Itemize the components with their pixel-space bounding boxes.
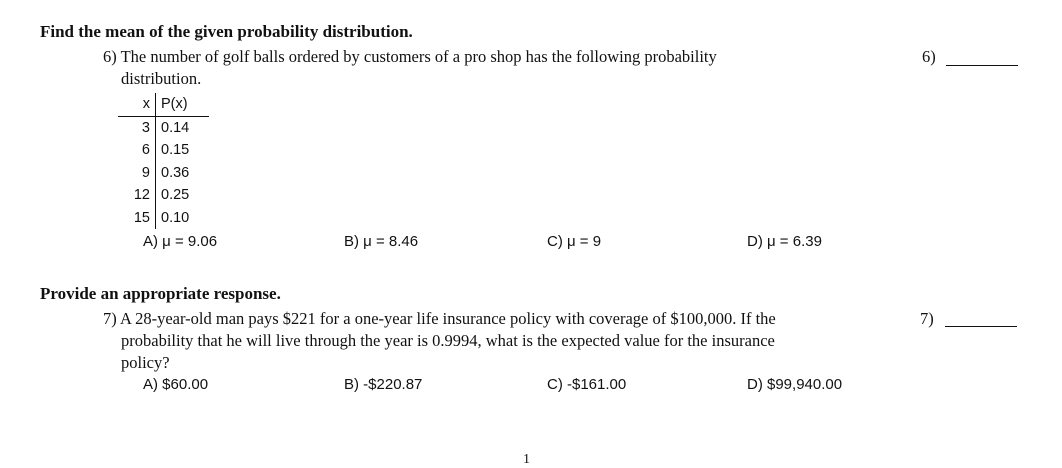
table-header-row (118, 93, 209, 116)
question-7-text-line2: probability that he will live through the year is 0.9994, what is the expected value for the insurance (121, 331, 775, 350)
question-6-text-line2: distribution. (121, 69, 202, 88)
choice-7a[interactable]: A) $60.00 (143, 376, 209, 393)
choice-6b[interactable]: B) μ = 8.46 (344, 233, 419, 250)
cell-p: 0.25 (161, 187, 190, 204)
cell-p: 0.15 (161, 142, 190, 159)
choice-6d[interactable]: D) μ = 6.39 (747, 233, 822, 250)
choice-7b[interactable]: B) -$220.87 (344, 376, 423, 393)
question-7-text-line3: policy? (121, 353, 170, 372)
table-row (118, 184, 209, 207)
choice-6a[interactable]: A) μ = 9.06 (143, 233, 218, 250)
cell-p: 0.36 (161, 164, 190, 181)
answer-label-6: 6) (922, 47, 936, 66)
answer-blank-7[interactable] (945, 326, 1017, 327)
question-7-text-line1 (103, 309, 776, 329)
question-6-text: The number of golf balls ordered by customers of a pro shop has the following probability (120, 47, 717, 66)
question-6-text-line1 (103, 47, 717, 67)
probability-table (118, 93, 209, 229)
column-header-px: P(x) (156, 93, 210, 116)
page-number: 1 (523, 452, 530, 467)
section-heading-response: Provide an appropriate response. (40, 284, 281, 303)
table-row (118, 162, 209, 185)
cell-x: 9 (118, 162, 156, 185)
answer-label-7: 7) (920, 309, 934, 328)
column-header-x: x (118, 93, 156, 116)
table-row (118, 139, 209, 162)
cell-x: 15 (118, 207, 156, 230)
cell-p: 0.14 (161, 119, 190, 136)
cell-p: 0.10 (161, 209, 190, 226)
question-6-number: 6) (103, 47, 117, 66)
answer-blank-6[interactable] (946, 65, 1018, 66)
choice-7d[interactable]: D) $99,940.00 (747, 376, 843, 393)
choice-6c[interactable]: C) μ = 9 (547, 233, 602, 250)
question-7-text: A 28-year-old man pays $221 for a one-year life insurance policy with coverage of $100,000. If the (119, 309, 776, 328)
section-heading-mean: Find the mean of the given probability distribution. (40, 22, 413, 41)
table-row (118, 207, 209, 230)
cell-x: 6 (118, 139, 156, 162)
cell-x: 3 (118, 116, 156, 139)
question-7-number: 7) (103, 309, 117, 328)
cell-x: 12 (118, 184, 156, 207)
choice-7c[interactable]: C) -$161.00 (547, 376, 627, 393)
table-row (118, 116, 209, 139)
